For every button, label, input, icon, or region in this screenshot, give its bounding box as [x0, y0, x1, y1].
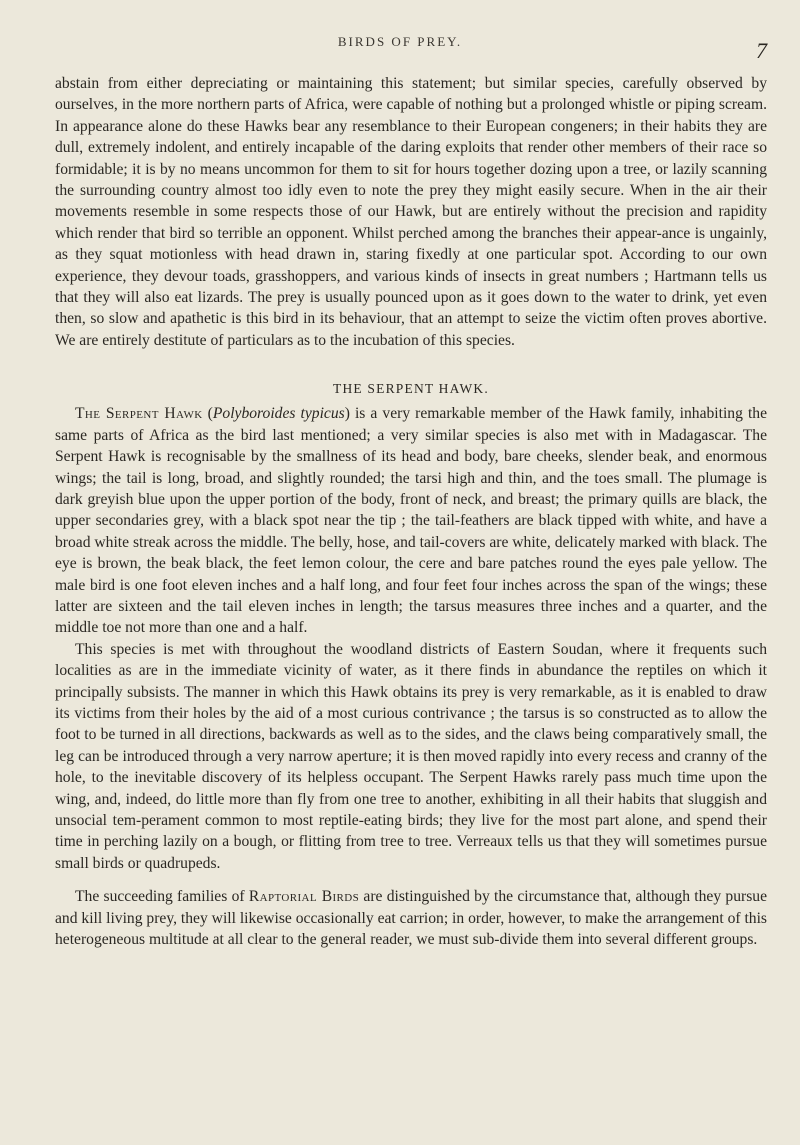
paragraph-habits: This species is met with throughout the woodland districts of Eastern Soudan, where it frequents such localities as are in the immediate vicinity of water, as it there finds in abundance the reptiles on which it principally subsists. The manner in which this Hawk obtains its prey is very remarkable, as it is enabled to draw its victims from their holes by the aid of a most curious contrivance ; the tarsus is so constructed as to allow the foot to be turned in all directions, backwards as well as to the sides, and the claws being comparatively small, the leg can be introduced through a very narrow aperture; it is then moved rapidly into every recess and cranny of the hole, to the inevitable discovery of its helpless occupant. The Serpent Hawks rarely pass much time upon the wing, and, indeed, do little more than fly from one tree to another, exhibiting in all their habits that sluggish and unsocial tem-perament common to most reptile-eating birds; they live for the most part alone, and spend their time in perching lazily on a bough, or flitting from tree to tree. Verreaux tells us that they will sometimes pursue small birds or quadrupeds. [55, 640, 767, 872]
page-number: 7 [756, 38, 767, 63]
raptorial-birds-term: Raptorial Birds [248, 888, 360, 906]
running-title: BIRDS OF PREY. [337, 34, 463, 49]
paren-close: ) [344, 405, 350, 423]
latin-name: Polyboroides typicus [212, 405, 345, 423]
paragraph-continuation: abstain from either depreciating or maintaining this statement; but similar species, carefully observed by ourselves, in the more northern parts of Africa, were capable of nothing but a prolonged whistle or piping scream. In appearance alone do these Hawks bear any resemblance to their European congeners; in their habits they are dull, extremely indolent, and entirely incapable of the daring exploits that render other members of their race so formidable; it is by no means uncommon for them to sit for hours together dozing upon a tree, or lazily scanning the surrounding country almost too idly even to note the prey they might easily secure. When in the air their movements resemble in some respects those of our Hawk, but are entirely without the precision and rapidity which render that bird so terrible an opponent. Whilst perched among the branches their appear-ance is ungainly, as they squat motionless with head drawn in, staring fixedly at one particular spot. According to our own experience, they devour toads, grasshoppers, and various kinds of insects in great numbers ; Hartmann tells us that they will also eat lizards. The prey is usually pounced upon as it goes down to the water to drink, yet even then, so slow and apathetic is this bird in its behaviour, that an attempt to seize the victim often proves abortive. We are entirely destitute of particulars as to the incubation of this species. [55, 75, 767, 349]
section-heading: THE SERPENT HAWK. [333, 381, 489, 397]
paragraph-text-rest: are distinguished by the circumstance that, although they pursue and kill living prey, they will likewise occasionally eat carrion; in order, however, to make the arrangement of this heterogeneous multitude at all clear to the general reader, we must sub-divide them into several different groups. [55, 888, 767, 949]
paren-open: ( [202, 405, 213, 423]
body-text [55, 73, 767, 950]
paragraph-serpent-hawk-description [55, 403, 767, 638]
paragraph-text-lead: The succeeding families of [75, 888, 249, 906]
paragraph-succeeding-families [55, 886, 767, 950]
paragraph-text: is a very remarkable member of the Hawk family, inhabiting the same parts of Africa as the bird last mentioned; a very similar species is also met with in Madagascar. The Serpent Hawk is recognisable by the smallness of its head and body, bare cheeks, slender beak, and enormous wings; the tail is long, broad, and slightly rounded; the tarsi high and thin, and the toes small. The plumage is dark greyish blue upon the upper portion of the body, front of neck, and breast; the primary quills are black, the upper secondaries grey, with a black spot near the tip ; the tail-feathers are black tipped with white, and have a broad white streak across the middle. The belly, hose, and tail-covers are white, delicately marked with black. The eye is brown, the beak black, the feet lemon colour, the cere and bare patches round the eyes pale yellow. The male bird is one foot eleven inches and a half long, and four feet four inches across the span of the wings; these latter are sixteen and the tail eleven inches in length; the tarsus measures three inches and a quarter, and the middle toe not more than one and a half. [55, 405, 768, 637]
species-name: The Serpent Hawk [75, 405, 203, 423]
